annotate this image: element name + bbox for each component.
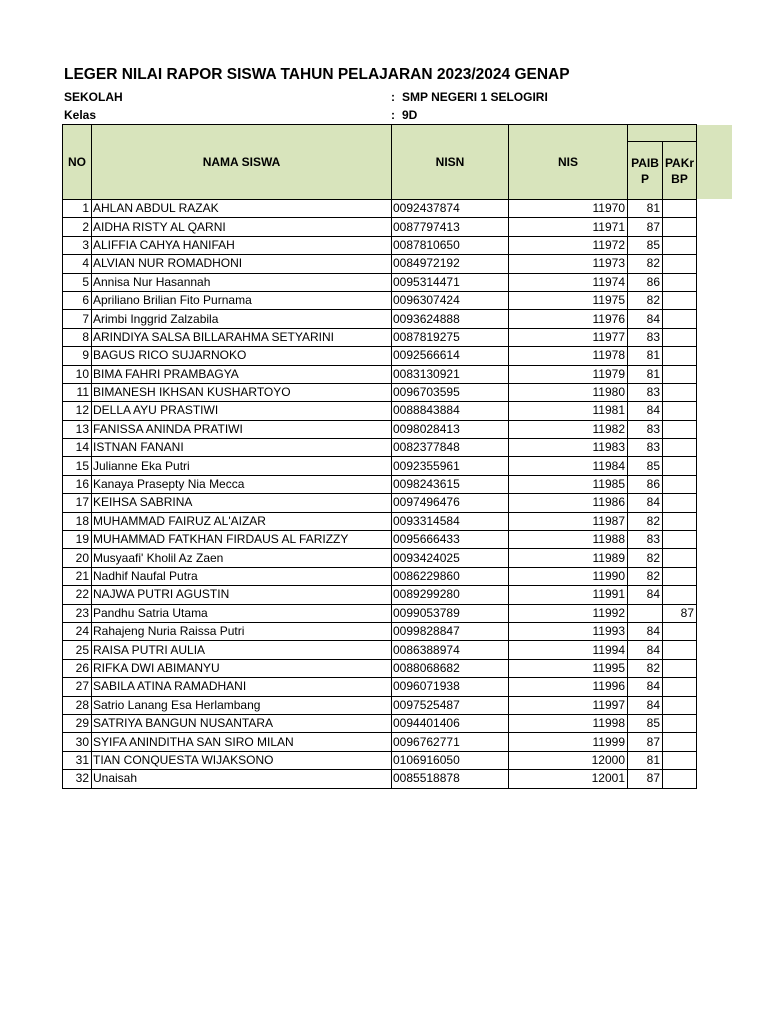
cell-paibp: 84 bbox=[628, 696, 663, 714]
cell-paibp: 86 bbox=[628, 475, 663, 493]
cell-nis: 11995 bbox=[509, 659, 628, 677]
cell-pakrbp bbox=[663, 714, 697, 732]
cell-nisn: 0098028413 bbox=[392, 420, 509, 438]
cell-paibp: 82 bbox=[628, 512, 663, 530]
cell-no: 17 bbox=[63, 494, 92, 512]
cell-nis: 11975 bbox=[509, 291, 628, 309]
cell-paibp: 87 bbox=[628, 733, 663, 751]
table-row bbox=[63, 641, 697, 659]
cell-paibp: 87 bbox=[628, 770, 663, 788]
cell-nis: 11986 bbox=[509, 494, 628, 512]
cell-name: RAISA PUTRI AULIA bbox=[92, 641, 392, 659]
table-row bbox=[63, 439, 697, 457]
table-row bbox=[63, 586, 697, 604]
cell-name: ISTNAN FANANI bbox=[92, 439, 392, 457]
table-row bbox=[63, 273, 697, 291]
cell-nisn: 0093424025 bbox=[392, 549, 509, 567]
cell-paibp: 83 bbox=[628, 383, 663, 401]
cell-name: Musyaafi' Kholil Az Zaen bbox=[92, 549, 392, 567]
cell-pakrbp bbox=[663, 420, 697, 438]
cell-name: RIFKA DWI ABIMANYU bbox=[92, 659, 392, 677]
cell-name: BIMA FAHRI PRAMBAGYA bbox=[92, 365, 392, 383]
cell-nis: 11972 bbox=[509, 236, 628, 254]
cell-nisn: 0086229860 bbox=[392, 567, 509, 585]
cell-no: 19 bbox=[63, 531, 92, 549]
cell-nis: 11988 bbox=[509, 531, 628, 549]
cell-pakrbp bbox=[663, 439, 697, 457]
cell-paibp: 83 bbox=[628, 531, 663, 549]
cell-pakrbp bbox=[663, 751, 697, 769]
cell-no: 1 bbox=[63, 200, 92, 218]
table-row bbox=[63, 347, 697, 365]
class-label: Kelas bbox=[64, 108, 97, 122]
cell-nis: 12001 bbox=[509, 770, 628, 788]
cell-pakrbp bbox=[663, 696, 697, 714]
cell-no: 14 bbox=[63, 439, 92, 457]
cell-no: 2 bbox=[63, 218, 92, 236]
cell-no: 28 bbox=[63, 696, 92, 714]
table-row bbox=[63, 549, 697, 567]
cell-nisn: 0095666433 bbox=[392, 531, 509, 549]
cell-nis: 11982 bbox=[509, 420, 628, 438]
cell-nisn: 0092566614 bbox=[392, 347, 509, 365]
header-nisn: NISN bbox=[392, 125, 509, 200]
cell-pakrbp bbox=[663, 273, 697, 291]
table-row bbox=[63, 678, 697, 696]
cell-no: 27 bbox=[63, 678, 92, 696]
table-row bbox=[63, 457, 697, 475]
cell-no: 20 bbox=[63, 549, 92, 567]
cell-nisn: 0096071938 bbox=[392, 678, 509, 696]
cell-name: KEIHSA SABRINA bbox=[92, 494, 392, 512]
cell-paibp: 81 bbox=[628, 365, 663, 383]
cell-name: Unaisah bbox=[92, 770, 392, 788]
cell-no: 26 bbox=[63, 659, 92, 677]
cell-nis: 11993 bbox=[509, 622, 628, 640]
cell-pakrbp bbox=[663, 494, 697, 512]
cell-pakrbp bbox=[663, 328, 697, 346]
cell-no: 22 bbox=[63, 586, 92, 604]
cell-name: AHLAN ABDUL RAZAK bbox=[92, 200, 392, 218]
cell-name: NAJWA PUTRI AGUSTIN bbox=[92, 586, 392, 604]
cell-name: DELLA AYU PRASTIWI bbox=[92, 402, 392, 420]
cell-nisn: 0088068682 bbox=[392, 659, 509, 677]
cell-name: Annisa Nur Hasannah bbox=[92, 273, 392, 291]
cell-no: 9 bbox=[63, 347, 92, 365]
table-row bbox=[63, 512, 697, 530]
cell-paibp: 87 bbox=[628, 218, 663, 236]
cell-nisn: 0106916050 bbox=[392, 751, 509, 769]
cell-no: 11 bbox=[63, 383, 92, 401]
cell-nis: 11979 bbox=[509, 365, 628, 383]
cell-pakrbp bbox=[663, 678, 697, 696]
cell-no: 30 bbox=[63, 733, 92, 751]
school-label: SEKOLAH bbox=[64, 90, 123, 104]
cell-name: Kanaya Prasepty Nia Mecca bbox=[92, 475, 392, 493]
cell-nis: 11999 bbox=[509, 733, 628, 751]
table-row bbox=[63, 200, 697, 218]
table-row bbox=[63, 475, 697, 493]
cell-nisn: 0093624888 bbox=[392, 310, 509, 328]
cell-paibp: 86 bbox=[628, 273, 663, 291]
cell-nisn: 0084972192 bbox=[392, 255, 509, 273]
cell-nis: 11996 bbox=[509, 678, 628, 696]
header-paibp: PAIB P bbox=[628, 142, 663, 200]
cell-nis: 11977 bbox=[509, 328, 628, 346]
cell-pakrbp bbox=[663, 622, 697, 640]
cell-paibp bbox=[628, 604, 663, 622]
cell-nis: 12000 bbox=[509, 751, 628, 769]
cell-paibp: 81 bbox=[628, 751, 663, 769]
cell-pakrbp bbox=[663, 567, 697, 585]
cell-pakrbp bbox=[663, 549, 697, 567]
cell-paibp: 83 bbox=[628, 420, 663, 438]
cell-nisn: 0093314584 bbox=[392, 512, 509, 530]
cell-name: SABILA ATINA RAMADHANI bbox=[92, 678, 392, 696]
cell-paibp: 84 bbox=[628, 310, 663, 328]
cell-nis: 11991 bbox=[509, 586, 628, 604]
cell-no: 23 bbox=[63, 604, 92, 622]
cell-name: Rahajeng Nuria Raissa Putri bbox=[92, 622, 392, 640]
cell-paibp: 84 bbox=[628, 641, 663, 659]
cell-nisn: 0092355961 bbox=[392, 457, 509, 475]
document-title: LEGER NILAI RAPOR SISWA TAHUN PELAJARAN 2023/2024 GENAP bbox=[64, 66, 570, 83]
table-row bbox=[63, 328, 697, 346]
cell-pakrbp bbox=[663, 383, 697, 401]
cell-no: 3 bbox=[63, 236, 92, 254]
cell-pakrbp bbox=[663, 347, 697, 365]
table-row bbox=[63, 659, 697, 677]
cell-name: BAGUS RICO SUJARNOKO bbox=[92, 347, 392, 365]
cell-no: 32 bbox=[63, 770, 92, 788]
cell-pakrbp bbox=[663, 457, 697, 475]
cell-paibp: 81 bbox=[628, 347, 663, 365]
cell-pakrbp bbox=[663, 770, 697, 788]
cell-paibp: 84 bbox=[628, 678, 663, 696]
cell-nisn: 0099828847 bbox=[392, 622, 509, 640]
cell-paibp: 83 bbox=[628, 328, 663, 346]
cell-paibp: 84 bbox=[628, 622, 663, 640]
table-row bbox=[63, 733, 697, 751]
cell-pakrbp bbox=[663, 291, 697, 309]
cell-nisn: 0086388974 bbox=[392, 641, 509, 659]
cell-name: SATRIYA BANGUN NUSANTARA bbox=[92, 714, 392, 732]
cell-no: 21 bbox=[63, 567, 92, 585]
cell-nisn: 0097496476 bbox=[392, 494, 509, 512]
cell-pakrbp bbox=[663, 512, 697, 530]
cell-paibp: 84 bbox=[628, 494, 663, 512]
cell-pakrbp bbox=[663, 641, 697, 659]
cell-name: MUHAMMAD FAIRUZ AL'AIZAR bbox=[92, 512, 392, 530]
cell-nis: 11992 bbox=[509, 604, 628, 622]
cell-nisn: 0085518878 bbox=[392, 770, 509, 788]
cell-no: 24 bbox=[63, 622, 92, 640]
cell-name: Arimbi Inggrid Zalzabila bbox=[92, 310, 392, 328]
header-extra-cell bbox=[696, 125, 732, 199]
cell-nisn: 0092437874 bbox=[392, 200, 509, 218]
cell-pakrbp: 87 bbox=[663, 604, 697, 622]
cell-nis: 11989 bbox=[509, 549, 628, 567]
table-row bbox=[63, 604, 697, 622]
cell-nisn: 0083130921 bbox=[392, 365, 509, 383]
cell-no: 5 bbox=[63, 273, 92, 291]
cell-no: 15 bbox=[63, 457, 92, 475]
cell-nisn: 0096762771 bbox=[392, 733, 509, 751]
cell-nisn: 0095314471 bbox=[392, 273, 509, 291]
cell-name: AIDHA RISTY AL QARNI bbox=[92, 218, 392, 236]
cell-name: BIMANESH IKHSAN KUSHARTOYO bbox=[92, 383, 392, 401]
cell-name: SYIFA ANINDITHA SAN SIRO MILAN bbox=[92, 733, 392, 751]
cell-paibp: 85 bbox=[628, 714, 663, 732]
table-row bbox=[63, 291, 697, 309]
cell-paibp: 84 bbox=[628, 586, 663, 604]
cell-nis: 11998 bbox=[509, 714, 628, 732]
cell-pakrbp bbox=[663, 200, 697, 218]
cell-no: 18 bbox=[63, 512, 92, 530]
cell-name: Satrio Lanang Esa Herlambang bbox=[92, 696, 392, 714]
cell-pakrbp bbox=[663, 236, 697, 254]
cell-nis: 11976 bbox=[509, 310, 628, 328]
cell-name: FANISSA ANINDA PRATIWI bbox=[92, 420, 392, 438]
cell-nis: 11974 bbox=[509, 273, 628, 291]
cell-paibp: 85 bbox=[628, 236, 663, 254]
cell-paibp: 83 bbox=[628, 439, 663, 457]
cell-paibp: 84 bbox=[628, 402, 663, 420]
cell-no: 16 bbox=[63, 475, 92, 493]
cell-paibp: 85 bbox=[628, 457, 663, 475]
cell-name: Apriliano Brilian Fito Purnama bbox=[92, 291, 392, 309]
table-row bbox=[63, 218, 697, 236]
cell-nis: 11983 bbox=[509, 439, 628, 457]
cell-nis: 11973 bbox=[509, 255, 628, 273]
cell-paibp: 81 bbox=[628, 200, 663, 218]
cell-nis: 11981 bbox=[509, 402, 628, 420]
cell-pakrbp bbox=[663, 586, 697, 604]
cell-no: 8 bbox=[63, 328, 92, 346]
cell-no: 12 bbox=[63, 402, 92, 420]
cell-pakrbp bbox=[663, 475, 697, 493]
class-value: 9D bbox=[402, 108, 418, 122]
table-row bbox=[63, 770, 697, 788]
cell-no: 6 bbox=[63, 291, 92, 309]
cell-name: ALIFFIA CAHYA HANIFAH bbox=[92, 236, 392, 254]
cell-paibp: 82 bbox=[628, 255, 663, 273]
cell-nisn: 0088843884 bbox=[392, 402, 509, 420]
cell-nisn: 0089299280 bbox=[392, 586, 509, 604]
cell-nisn: 0094401406 bbox=[392, 714, 509, 732]
header-pakrbp: PAKr BP bbox=[663, 142, 697, 200]
cell-no: 31 bbox=[63, 751, 92, 769]
table-row bbox=[63, 714, 697, 732]
table-row bbox=[63, 494, 697, 512]
cell-no: 13 bbox=[63, 420, 92, 438]
cell-nis: 11980 bbox=[509, 383, 628, 401]
cell-nis: 11971 bbox=[509, 218, 628, 236]
grades-table bbox=[62, 124, 697, 789]
cell-nisn: 0098243615 bbox=[392, 475, 509, 493]
table-row bbox=[63, 383, 697, 401]
cell-no: 4 bbox=[63, 255, 92, 273]
cell-name: TIAN CONQUESTA WIJAKSONO bbox=[92, 751, 392, 769]
cell-nis: 11970 bbox=[509, 200, 628, 218]
cell-nisn: 0096703595 bbox=[392, 383, 509, 401]
cell-pakrbp bbox=[663, 733, 697, 751]
cell-paibp: 82 bbox=[628, 549, 663, 567]
cell-pakrbp bbox=[663, 365, 697, 383]
cell-name: ARINDIYA SALSA BILLARAHMA SETYARINI bbox=[92, 328, 392, 346]
table-row bbox=[63, 751, 697, 769]
school-value: SMP NEGERI 1 SELOGIRI bbox=[402, 90, 548, 104]
header-nis: NIS bbox=[509, 125, 628, 200]
cell-nis: 11997 bbox=[509, 696, 628, 714]
table-row bbox=[63, 696, 697, 714]
cell-pakrbp bbox=[663, 218, 697, 236]
cell-pakrbp bbox=[663, 310, 697, 328]
header-no: NO bbox=[63, 125, 92, 200]
header-name: NAMA SISWA bbox=[92, 125, 392, 200]
cell-paibp: 82 bbox=[628, 291, 663, 309]
cell-pakrbp bbox=[663, 659, 697, 677]
table-row bbox=[63, 531, 697, 549]
cell-paibp: 82 bbox=[628, 567, 663, 585]
cell-nis: 11985 bbox=[509, 475, 628, 493]
cell-nisn: 0097525487 bbox=[392, 696, 509, 714]
table-row bbox=[63, 567, 697, 585]
table-body bbox=[63, 200, 697, 789]
cell-name: MUHAMMAD FATKHAN FIRDAUS AL FARIZZY bbox=[92, 531, 392, 549]
cell-nis: 11990 bbox=[509, 567, 628, 585]
cell-pakrbp bbox=[663, 531, 697, 549]
table-row bbox=[63, 365, 697, 383]
cell-name: Pandhu Satria Utama bbox=[92, 604, 392, 622]
class-separator: : bbox=[391, 108, 395, 122]
cell-nisn: 0099053789 bbox=[392, 604, 509, 622]
table-row bbox=[63, 236, 697, 254]
cell-no: 29 bbox=[63, 714, 92, 732]
table-row bbox=[63, 310, 697, 328]
table-row bbox=[63, 255, 697, 273]
cell-nisn: 0087810650 bbox=[392, 236, 509, 254]
cell-no: 25 bbox=[63, 641, 92, 659]
cell-nisn: 0087797413 bbox=[392, 218, 509, 236]
cell-nisn: 0087819275 bbox=[392, 328, 509, 346]
cell-no: 10 bbox=[63, 365, 92, 383]
cell-nis: 11987 bbox=[509, 512, 628, 530]
table-row bbox=[63, 622, 697, 640]
cell-nisn: 0096307424 bbox=[392, 291, 509, 309]
cell-name: Nadhif Naufal Putra bbox=[92, 567, 392, 585]
cell-nis: 11978 bbox=[509, 347, 628, 365]
table-row bbox=[63, 420, 697, 438]
school-separator: : bbox=[391, 90, 395, 104]
cell-nis: 11984 bbox=[509, 457, 628, 475]
table-row bbox=[63, 402, 697, 420]
cell-nis: 11994 bbox=[509, 641, 628, 659]
cell-pakrbp bbox=[663, 255, 697, 273]
cell-name: Julianne Eka Putri bbox=[92, 457, 392, 475]
cell-name: ALVIAN NUR ROMADHONI bbox=[92, 255, 392, 273]
grades-sheet bbox=[62, 124, 697, 789]
cell-pakrbp bbox=[663, 402, 697, 420]
cell-paibp: 82 bbox=[628, 659, 663, 677]
cell-nisn: 0082377848 bbox=[392, 439, 509, 457]
cell-no: 7 bbox=[63, 310, 92, 328]
header-subject-group bbox=[628, 125, 697, 142]
